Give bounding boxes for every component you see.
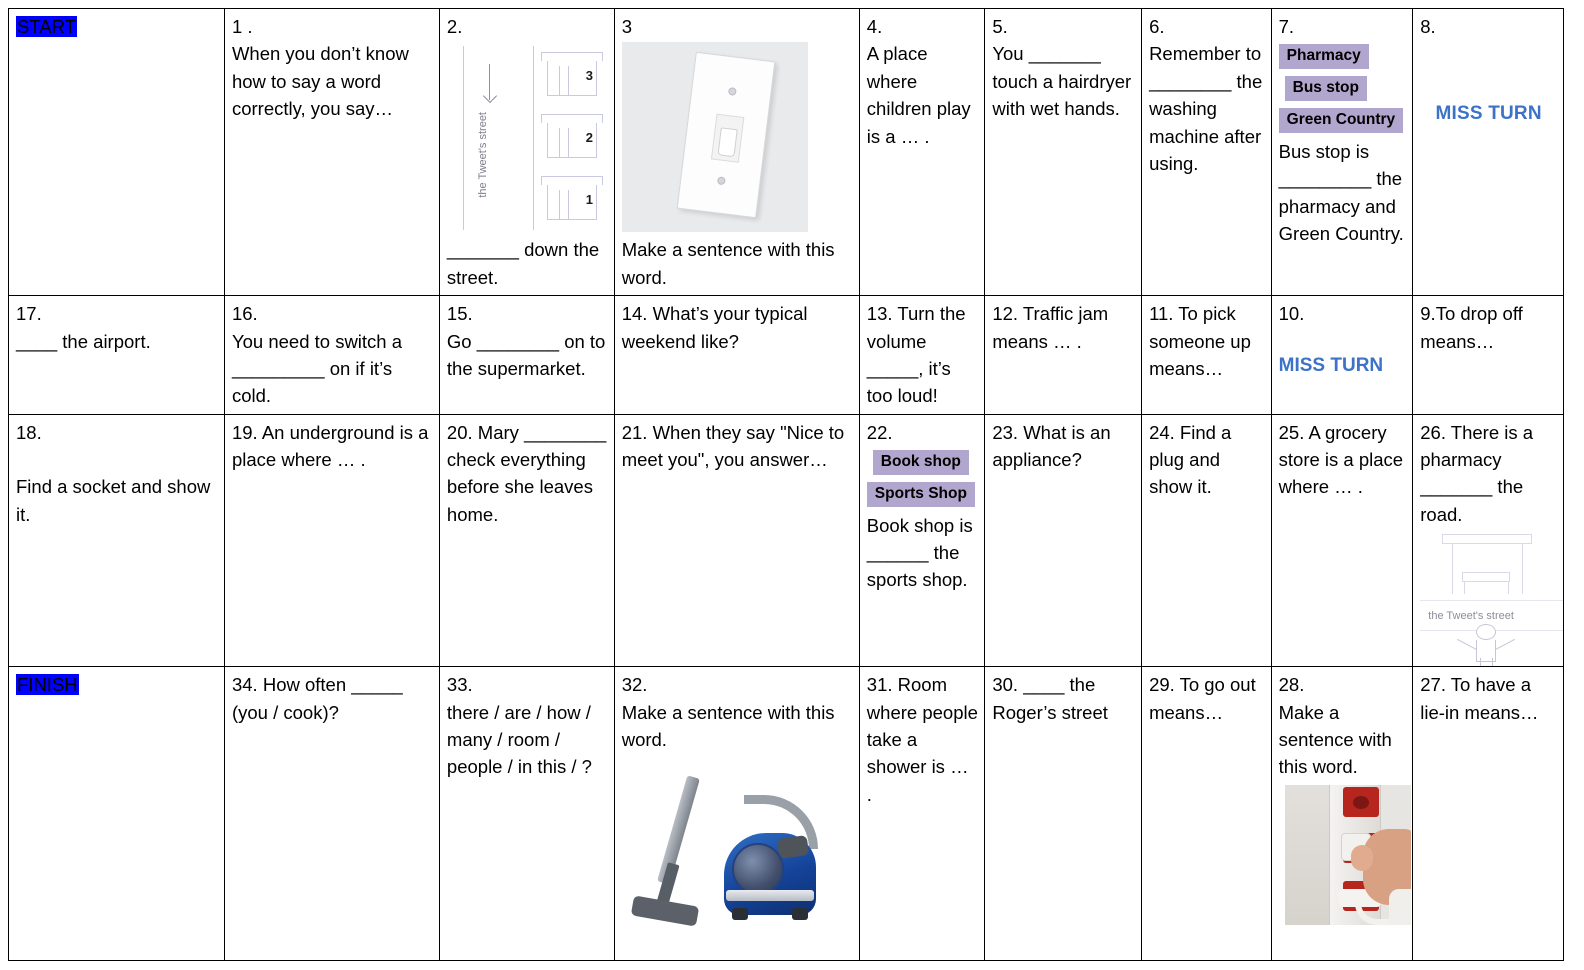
badge-green-country: Green Country xyxy=(1279,108,1404,133)
cell-text: Traffic jam means … . xyxy=(992,303,1109,352)
board-row-3 xyxy=(9,414,1564,667)
cell-text: Find a plug and show it. xyxy=(1149,421,1232,498)
bus-stop-post-right xyxy=(1522,544,1523,594)
kerb-line-upper xyxy=(1420,600,1563,601)
house-icon-2 xyxy=(541,114,603,160)
cell-text: What is an appliance? xyxy=(992,421,1111,470)
house-roof xyxy=(541,52,603,61)
vacuum-body xyxy=(724,833,816,915)
house-door xyxy=(559,66,569,96)
cell-number: 15. xyxy=(446,303,473,325)
cell-text: ____ the airport. xyxy=(16,330,151,352)
cell-text: An underground is a place where … . xyxy=(231,421,429,470)
cell-text: Find a socket and show it. xyxy=(16,476,211,525)
board-cell-13[interactable] xyxy=(859,296,985,415)
cell-number: 33. xyxy=(446,674,473,696)
house-door xyxy=(559,190,569,220)
cell-text: You need to switch a _________ on if it’s cold. xyxy=(231,330,403,407)
board-cell-32[interactable] xyxy=(614,667,859,961)
board-cell-1[interactable] xyxy=(224,9,439,296)
cell-text: You _______ touch a hairdryer with wet hands. xyxy=(992,43,1132,120)
switch-toggle xyxy=(717,128,737,158)
board-cell-14[interactable] xyxy=(614,296,859,415)
cell-number: 24. xyxy=(1149,421,1175,443)
badge-book-shop: Book shop xyxy=(873,450,969,475)
street-edge-left-line xyxy=(463,46,464,230)
board-cell-start[interactable] xyxy=(9,9,225,296)
board-cell-10[interactable] xyxy=(1271,296,1413,415)
bus-stop-roof xyxy=(1442,534,1532,544)
cell-text: Book shop is ______ the sports shop. xyxy=(866,514,973,591)
start-marker: START xyxy=(17,16,76,37)
person-torso-icon xyxy=(1476,640,1496,662)
cell-text: Bus stop is _________ the pharmacy and Green Country. xyxy=(1278,140,1404,244)
street-name-label: the Tweet's street xyxy=(476,112,489,199)
cell-number: 11. xyxy=(1149,303,1174,325)
cell-text: Make a sentence with this word. xyxy=(621,701,835,750)
switch-well xyxy=(711,114,744,163)
board-row-1 xyxy=(9,9,1564,296)
board-cell-15[interactable] xyxy=(439,296,614,415)
vacuum-chrome-strip xyxy=(726,890,814,901)
badge-row-book-shop xyxy=(867,446,979,478)
bus-stop-diagram xyxy=(1420,532,1563,662)
cell-number: 19. xyxy=(231,421,258,443)
socket-outlet-top xyxy=(1343,787,1379,817)
bus-stop-bench xyxy=(1462,572,1510,582)
board-cell-3[interactable] xyxy=(614,9,859,296)
vacuum-wheel-right xyxy=(792,908,808,920)
board-cell-finish[interactable] xyxy=(9,667,225,961)
street-edge-right-line xyxy=(533,46,534,230)
cell-text: To drop off means… xyxy=(1420,303,1523,352)
cell-text: When you don’t know how to say a word correctly, you say… xyxy=(231,43,409,120)
house-icon-1 xyxy=(541,176,603,222)
house-door xyxy=(559,128,569,158)
direction-arrow-icon xyxy=(489,64,490,100)
cell-text: How often _____ (you / cook)? xyxy=(231,674,403,723)
board-cell-24[interactable] xyxy=(1142,414,1272,667)
badge-row-pharmacy xyxy=(1279,40,1407,72)
cell-number: 32. xyxy=(621,674,648,696)
cell-number: 20. xyxy=(446,421,473,443)
cell-text: Go ________ on to the supermarket. xyxy=(446,330,606,379)
bench-leg-left xyxy=(1464,582,1465,594)
switch-plate xyxy=(676,52,775,219)
street-houses-diagram xyxy=(449,42,609,232)
badge-sports-shop: Sports Shop xyxy=(867,482,975,507)
cell-text: Turn the volume _____, it’s too loud! xyxy=(866,303,966,407)
vacuum-dust-window xyxy=(732,843,784,895)
board-cell-28[interactable] xyxy=(1271,667,1413,961)
light-switch-photo xyxy=(622,42,808,232)
board-cell-26[interactable] xyxy=(1413,414,1564,667)
cell-number: 31. xyxy=(866,674,893,696)
cell-number: 7. xyxy=(1278,16,1295,37)
vacuum-wheel-left xyxy=(732,908,748,920)
cell-number: 9. xyxy=(1420,303,1436,325)
miss-turn-label: MISS TURN xyxy=(1435,103,1542,125)
house-roof xyxy=(541,176,603,185)
badge-bus-stop: Bus stop xyxy=(1285,76,1367,101)
person-arm-left xyxy=(1457,639,1477,650)
cell-number: 22. xyxy=(866,421,893,443)
house-roof xyxy=(541,114,603,123)
cell-text: What’s your typical weekend like? xyxy=(621,303,808,352)
board-cell-5[interactable] xyxy=(985,9,1142,296)
board-cell-16[interactable] xyxy=(224,296,439,415)
cell-number: 26. xyxy=(1420,421,1446,443)
board-game-grid xyxy=(8,8,1564,961)
vacuum-floor-head xyxy=(631,896,699,927)
board-cell-9[interactable] xyxy=(1413,296,1564,415)
board-cell-12[interactable] xyxy=(985,296,1142,415)
cell-text: To pick someone up means… xyxy=(1149,303,1251,379)
cell-number: 30. xyxy=(992,674,1019,696)
board-cell-27[interactable] xyxy=(1413,667,1564,961)
bus-stop-post-left xyxy=(1452,544,1453,594)
board-cell-2[interactable] xyxy=(439,9,614,296)
cell-number: 2. xyxy=(446,16,463,37)
person-arm-right xyxy=(1495,639,1515,650)
board-cell-29[interactable] xyxy=(1142,667,1272,961)
badge-pharmacy: Pharmacy xyxy=(1279,44,1369,69)
miss-turn-label: MISS TURN xyxy=(1278,354,1384,376)
cell-text: There is a pharmacy _______ the road. xyxy=(1420,421,1534,525)
cell-number: 21. xyxy=(621,421,648,443)
cell-number: 10. xyxy=(1278,303,1305,325)
cell-number: 12. xyxy=(992,303,1019,325)
board-cell-17[interactable] xyxy=(9,296,225,415)
cell-number: 29. xyxy=(1149,674,1175,696)
finish-marker: FINISH xyxy=(17,674,78,696)
badge-row-bus-stop xyxy=(1279,72,1407,104)
cell-number: 23. xyxy=(992,421,1019,443)
board-cell-20[interactable] xyxy=(439,414,614,667)
board-cell-6[interactable] xyxy=(1142,9,1272,296)
cell-number: 14. xyxy=(621,303,648,325)
cell-text: To have a lie-in means… xyxy=(1420,674,1539,723)
board-cell-33[interactable] xyxy=(439,667,614,961)
cell-number: 17. xyxy=(16,303,42,325)
house-number: 3 xyxy=(585,68,593,84)
board-cell-4[interactable] xyxy=(859,9,985,296)
cell-number: 3 xyxy=(621,16,632,37)
house-number: 1 xyxy=(585,192,593,208)
badge-row-sports-shop xyxy=(867,478,979,510)
board-cell-30[interactable] xyxy=(985,667,1142,961)
person-leg-left xyxy=(1480,658,1481,667)
cell-number: 1 . xyxy=(231,16,253,37)
cell-number: 28. xyxy=(1278,674,1305,696)
screw-icon-bottom xyxy=(717,177,726,186)
street-name-label: the Tweet's street xyxy=(1428,610,1514,623)
cell-text: there / are / how / many / room / people / in this / ? xyxy=(446,701,592,778)
vacuum-neck xyxy=(777,835,809,859)
vacuum-cleaner-photo xyxy=(632,759,842,939)
cell-text: Room where people take a shower is … . xyxy=(866,674,978,805)
cell-number: 8. xyxy=(1420,16,1436,37)
board-cell-22[interactable] xyxy=(859,414,985,667)
board-cell-7[interactable] xyxy=(1271,9,1413,296)
socket-hole xyxy=(1353,796,1369,809)
person-head-icon xyxy=(1476,624,1496,640)
vacuum-wand xyxy=(657,776,700,885)
cell-text: Make a sentence with this word. xyxy=(1278,701,1392,778)
badge-row-green-country xyxy=(1279,104,1407,136)
board-cell-23[interactable] xyxy=(985,414,1142,667)
cell-text: Mary ________ check everything before she leaves home. xyxy=(446,421,607,525)
wall-background xyxy=(1285,785,1331,925)
cell-number: 5. xyxy=(992,16,1008,37)
cell-text: _______ down the street. xyxy=(446,239,600,288)
cell-number: 13. xyxy=(866,303,893,325)
thumb xyxy=(1351,845,1373,871)
board-cell-11[interactable] xyxy=(1142,296,1272,415)
person-leg-right xyxy=(1492,658,1493,667)
bench-leg-right xyxy=(1508,582,1509,594)
board-cell-19[interactable] xyxy=(224,414,439,667)
screw-icon-top xyxy=(728,87,737,96)
cell-number: 4. xyxy=(866,16,883,37)
cell-number: 16. xyxy=(231,303,258,325)
cell-number: 18. xyxy=(16,421,42,443)
board-cell-18[interactable] xyxy=(9,414,225,667)
cell-text: Remember to ________ the washing machine after using. xyxy=(1149,43,1263,174)
house-number: 2 xyxy=(585,130,593,146)
cell-number: 34. xyxy=(231,674,258,696)
board-cell-31[interactable] xyxy=(859,667,985,961)
cell-text: A place where children play is a … . xyxy=(866,43,971,147)
cell-text: To go out means… xyxy=(1149,674,1256,723)
board-cell-34[interactable] xyxy=(224,667,439,961)
house-icon-3 xyxy=(541,52,603,98)
power-cord-right xyxy=(1389,889,1411,925)
cell-text: Make a sentence with this word. xyxy=(621,239,835,288)
board-cell-25[interactable] xyxy=(1271,414,1413,667)
cell-number: 27. xyxy=(1420,674,1446,696)
cell-text: ____ the Roger’s street xyxy=(992,674,1108,723)
board-cell-21[interactable] xyxy=(614,414,859,667)
cell-text: A grocery store is a place where … . xyxy=(1278,421,1404,498)
cell-text: When they say "Nice to meet you", you answer… xyxy=(621,421,845,470)
cell-number: 25. xyxy=(1278,421,1305,443)
board-cell-8[interactable] xyxy=(1413,9,1564,296)
board-row-2 xyxy=(9,296,1564,415)
electric-socket-photo xyxy=(1285,785,1411,925)
cell-number: 6. xyxy=(1149,16,1165,37)
board-row-4 xyxy=(9,667,1564,961)
